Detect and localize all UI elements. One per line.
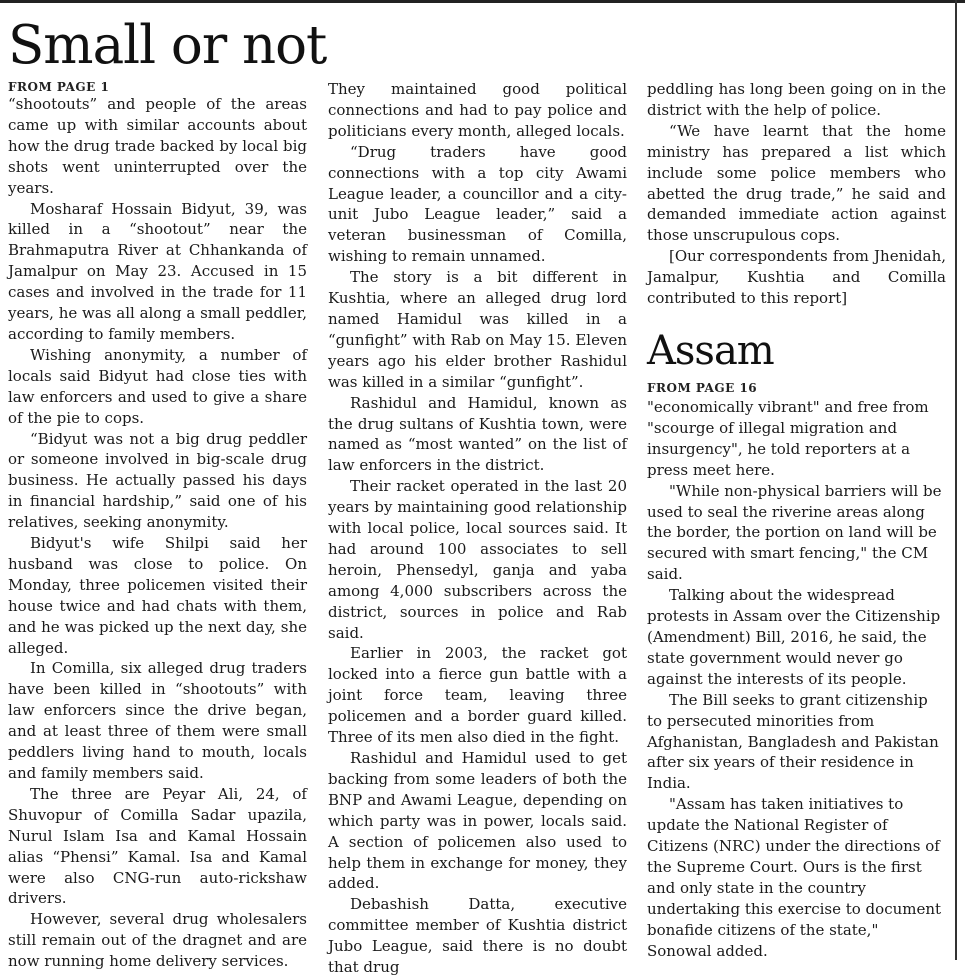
paragraph: Bidyut's wife Shilpi said her husband was close to police. On Monday, three policemen visited their house twice and had chats with them, and he was picked up the next day, she alleged. [8, 534, 307, 657]
paragraph: Earlier in 2003, the racket got locked into a fierce gun battle with a joint force team, leaving three policemen and a border guard killed. Three of its men also died in the fight. [328, 644, 627, 747]
credit-line: [Our correspondents from Jhenidah, Jamalpur, Kushtia and Comilla contributed to this report] [647, 247, 946, 308]
jump-label-from-page-1: FROM PAGE 1 [8, 80, 110, 94]
paragraph: Wishing anonymity, a number of locals said Bidyut had close ties with law enforcers and used to give a share of the pie to cops. [8, 345, 307, 427]
headline-assam: Assam [647, 328, 774, 374]
paragraph: The Bill seeks to grant citizenship to persecuted minorities from Afghanistan, Bangladesh and Pakistan after six years of their residence in India. [647, 690, 939, 793]
paragraph: Rashidul and Hamidul used to get backing from some leaders of both the BNP and Awami League, depending on which party was in power, locals said. A section of policemen also used to help them in exchange for money, they added. [328, 749, 627, 893]
assam-article-column [647, 397, 946, 960]
paragraph: In Comilla, six alleged drug traders have been killed in “shootouts” with law enforcers since the drive began, and at least three of them were small peddlers living hand to mouth, locals and family members said. [8, 659, 307, 782]
paragraph: They maintained good political connections and had to pay police and politicians every month, alleged locals. [328, 80, 627, 140]
paragraph: The story is a bit different in Kushtia, where an alleged drug lord named Hamidul was killed in a “gunfight” with Rab on May 15. Eleven years ago his elder brother Rashidul was killed in a similar “gunfight”. [328, 268, 627, 391]
paragraph: Rashidul and Hamidul, known as the drug sultans of Kushtia town, were named as “most wanted” on the list of law enforcers in the district. [328, 393, 627, 475]
paragraph: Mosharaf Hossain Bidyut, 39, was killed in a “shootout” near the Brahmaputra River at Chhankanda of Jamalpur on May 23. Accused in 15 cases and involved in the trade for 11 years, he was all along a small peddler, according to family members. [8, 199, 307, 343]
column-rule [955, 0, 957, 960]
paragraph: However, several drug wholesalers still remain out of the dragnet and are now running home delivery services. [8, 910, 307, 971]
paragraph: “We have learnt that the home ministry has prepared a list which include some police members who abetted the drug trade,” he said and demanded immediate action against those unscrupulous cops. [647, 121, 946, 245]
article-column-3 [647, 79, 946, 311]
top-rule [0, 0, 965, 3]
article-column-2 [328, 79, 627, 977]
paragraph: “shootouts” and people of the areas came up with similar accounts about how the drug trade backed by local big shots went uninterrupted over the years. [8, 95, 307, 197]
paragraph: “Bidyut was not a big drug peddler or someone involved in big-scale drug business. He actually passed his days in financial hardship,” said one of his relatives, seeking anonymity. [8, 429, 307, 532]
paragraph: Debashish Datta, executive committee member of Kushtia district Jubo League, said there is no doubt that drug [328, 895, 627, 977]
paragraph: "Assam has taken initiatives to update the National Register of Citizens (NRC) under the directions of the Supreme Court. Ours is the first and only state in the country undertaking this exercise to document bonafide citizens of the state," Sonowal added. [647, 795, 942, 960]
paragraph: peddling has long been going on in the district with the help of police. [647, 80, 946, 119]
paragraph: The three are Peyar Ali, 24, of Shuvopur of Comilla Sadar upazila, Nurul Islam Isa and Kamal Hossain alias “Phensi” Kamal. Isa and Kamal were also CNG-run auto-rickshaw drivers. [8, 784, 307, 908]
paragraph: “Drug traders have good connections with a top city Awami League leader, a councillor and a city-unit Jubo League leader,” said a veteran businessman of Comilla, wishing to remain unnamed. [328, 142, 627, 266]
headline-small-or-not: Small or not [8, 15, 327, 76]
article-column-1 [8, 94, 307, 971]
paragraph: "While non-physical barriers will be used to seal the riverine areas along the border, the portion on land will be secured with smart fencing," the CM said. [647, 481, 942, 584]
jump-label-from-page-16: FROM PAGE 16 [647, 381, 758, 395]
paragraph: Talking about the widespread protests in Assam over the Citizenship (Amendment) Bill, 2016, he said, the state government would never go against the interests of its people. [647, 586, 941, 688]
paragraph: "economically vibrant" and free from "scourge of illegal migration and insurgency", he told reporters at a press meet here. [647, 398, 929, 479]
paragraph: Their racket operated in the last 20 years by maintaining good relationship with local police, local sources said. It had around 100 associates to sell heroin, Phensedyl, ganja and yaba among 4,000 subscribers across the district, sources in police and Rab said. [328, 477, 627, 642]
